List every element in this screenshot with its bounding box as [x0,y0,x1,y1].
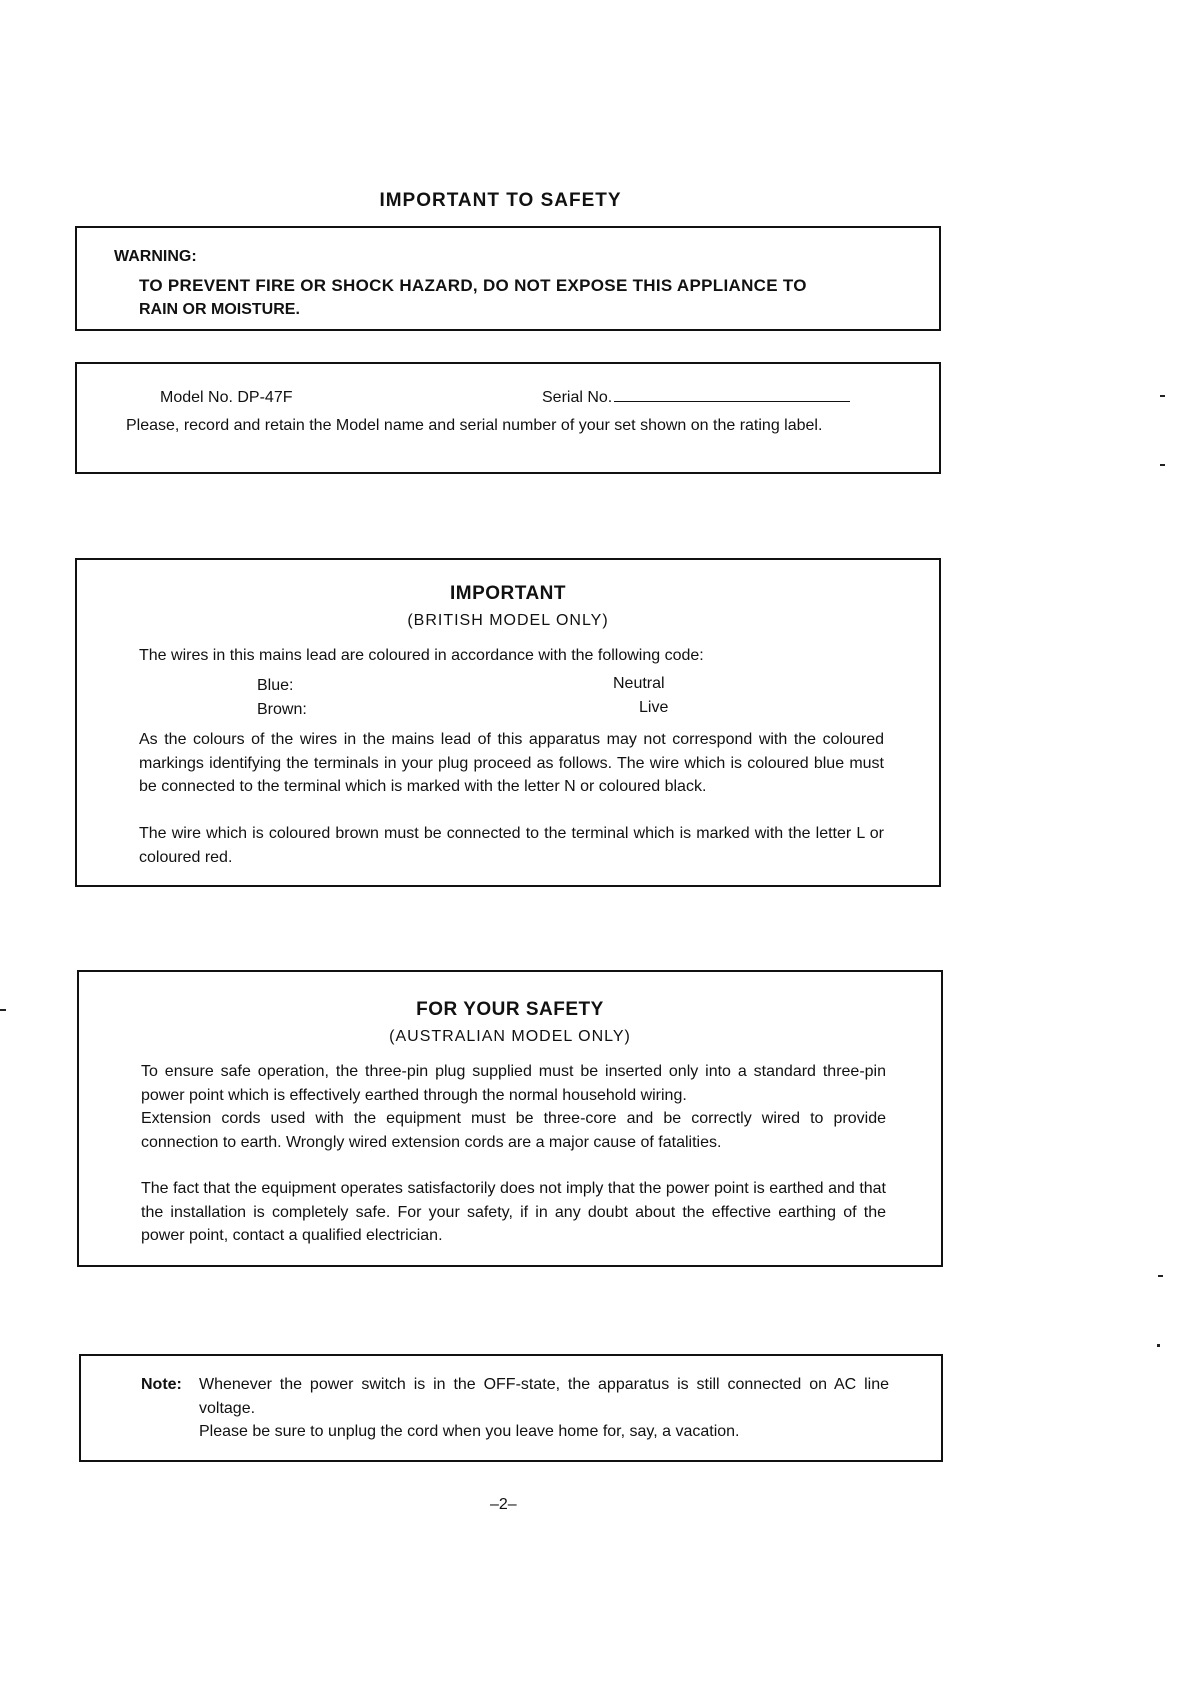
wire-colour-blue: Blue: [257,677,294,694]
important-british-box [75,558,941,887]
warning-label: WARNING: [114,248,197,265]
model-serial-box [75,362,941,474]
note-line-2: Please be sure to unplug the cord when you leave home for, say, a vacation. [199,1423,740,1440]
australian-paragraph-1: To ensure safe operation, the three-pin plug supplied must be inserted only into a standard three-pin power point which is effectively earthed through the normal household wiring. [141,1063,886,1104]
australian-paragraph-3: The fact that the equipment operates satisfactorily does not imply that the power point is earthed and that the installation is completely safe. For your safety, if in any doubt about the effective earthing of the power point, contact a qualified electrician. [141,1180,886,1244]
wire-meaning-neutral: Neutral [613,675,665,692]
note-box [79,1354,943,1462]
note-line-1: Whenever the power switch is in the OFF-state, the apparatus is still connected on AC line voltage. [199,1376,889,1417]
serial-number-blank [614,387,850,402]
wire-colour-brown: Brown: [257,701,307,718]
page-title: IMPORTANT TO SAFETY [379,190,622,211]
british-paragraph-2: The wire which is coloured brown must be connected to the terminal which is marked with the letter L or coloured red. [139,825,884,866]
serial-number-label: Serial No. [542,389,613,406]
warning-text-line1: TO PREVENT FIRE OR SHOCK HAZARD, DO NOT EXPOSE THIS APPLIANCE TO [139,276,807,295]
scan-mark [1157,1344,1160,1347]
safety-australian-box [77,970,943,1267]
important-heading: IMPORTANT [449,583,567,604]
model-record-instruction: Please, record and retain the Model name and serial number of your set shown on the rating label. [126,417,823,434]
safety-heading: FOR YOUR SAFETY [416,999,604,1020]
warning-box [75,226,941,331]
scan-mark [1160,395,1165,397]
british-paragraph-1: As the colours of the wires in the mains lead of this apparatus may not correspond with the coloured markings identifying the terminals in your plug proceed as follows. The wire which is coloured blue must be connected to the terminal which is marked with the letter N or coloured black. [139,731,884,795]
model-number: Model No. DP-47F [160,389,293,406]
scan-mark [1158,1275,1163,1277]
scan-mark [1160,464,1165,466]
page-number: –2– [490,1496,517,1513]
australian-paragraph-2: Extension cords used with the equipment must be three-core and be correctly wired to provide connection to earth. Wrongly wired extension cords are a major cause of fatalities. [141,1110,886,1151]
serial-number-field [542,387,850,407]
scan-mark [0,1009,6,1011]
important-subheading: (BRITISH MODEL ONLY) [407,612,609,629]
note-label: Note: [141,1376,182,1393]
wire-meaning-live: Live [639,699,669,716]
warning-text-line2: RAIN OR MOISTURE. [139,301,300,318]
wire-code-intro: The wires in this mains lead are coloured in accordance with the following code: [139,647,704,664]
safety-subheading: (AUSTRALIAN MODEL ONLY) [389,1028,631,1045]
